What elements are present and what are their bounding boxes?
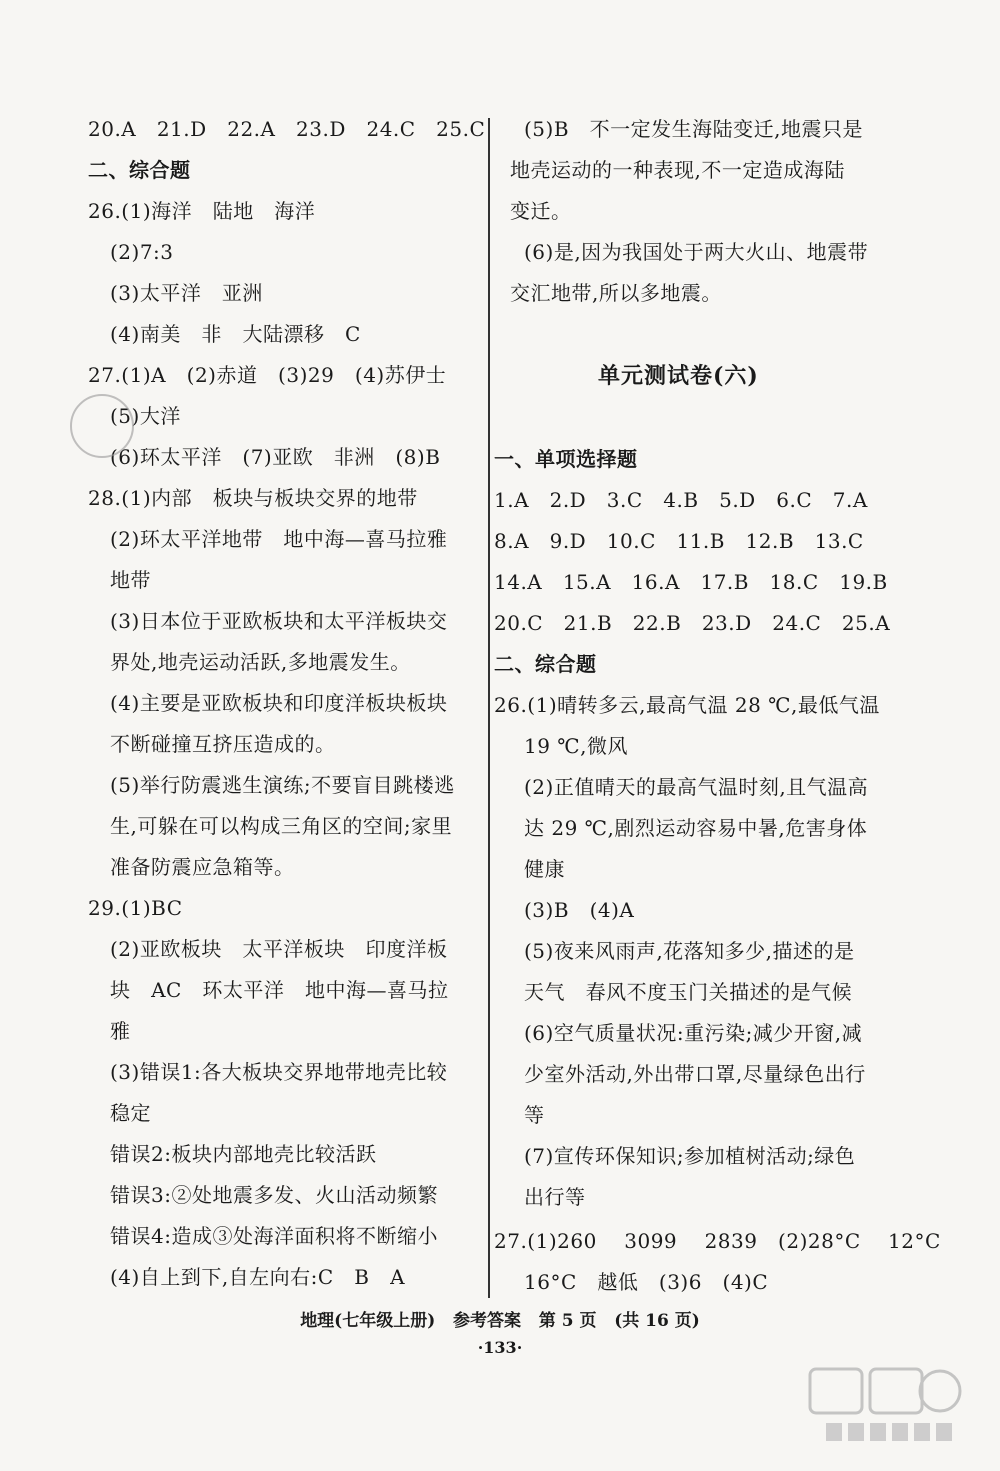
- answer-line: 少室外活动,外出带口罩,尽量绿色出行: [524, 1062, 866, 1086]
- answer-line: (4)南美 非 大陆漂移 C: [110, 322, 361, 346]
- watermark-logo: [770, 1361, 970, 1451]
- section-heading: 二、综合题: [88, 158, 191, 182]
- answer-line: (3)B (4)A: [524, 898, 635, 922]
- answer-line: 16°C 越低 (3)6 (4)C: [524, 1270, 769, 1294]
- stamp-mark: [70, 394, 134, 458]
- column-divider: [488, 118, 490, 1298]
- answer-line: 1.A 2.D 3.C 4.B 5.D 6.C 7.A: [494, 488, 868, 512]
- answer-line: 达 29 ℃,剧烈运动容易中暑,危害身体: [524, 816, 868, 840]
- section-heading: 一、单项选择题: [494, 447, 638, 471]
- answer-line: (5)B 不一定发生海陆变迁,地震只是: [524, 117, 863, 141]
- answer-line: (5)举行防震逃生演练;不要盲目跳楼逃: [110, 773, 455, 797]
- answer-line: (6)环太平洋 (7)亚欧 非洲 (8)B: [110, 445, 441, 469]
- answer-line: 错误3:②处地震多发、火山活动频繁: [110, 1183, 438, 1207]
- answer-line: 29.(1)BC: [88, 896, 183, 920]
- answer-line: 8.A 9.D 10.C 11.B 12.B 13.C: [494, 529, 864, 553]
- answer-line: (3)太平洋 亚洲: [110, 281, 263, 305]
- unit-title: 单元测试卷(六): [598, 363, 759, 389]
- watermark-logo-icon: [770, 1361, 970, 1451]
- watermark-smudge: [160, 1190, 330, 1240]
- answer-line: (6)是,因为我国处于两大火山、地震带: [524, 240, 869, 264]
- answer-line: 错误4:造成③处海洋面积将不断缩小: [110, 1224, 438, 1248]
- answer-line: 26.(1)晴转多云,最高气温 28 ℃,最低气温: [494, 693, 880, 717]
- answer-line: 健康: [524, 857, 565, 881]
- answer-line: 雅: [110, 1019, 131, 1043]
- answer-line: 地壳运动的一种表现,不一定造成海陆: [510, 158, 845, 182]
- answer-line: 错误2:板块内部地壳比较活跃: [110, 1142, 377, 1166]
- answer-line: 不断碰撞互挤压造成的。: [110, 732, 336, 756]
- answer-line: 27.(1)260 3099 2839 (2)28°C 12°C: [494, 1229, 941, 1253]
- answer-line: 界处,地壳运动活跃,多地震发生。: [110, 650, 411, 674]
- answer-line: (2)7:3: [110, 240, 174, 264]
- answer-line: (3)错误1:各大板块交界地带地壳比较: [110, 1060, 448, 1084]
- answer-line: 交汇地带,所以多地震。: [510, 281, 722, 305]
- page-footer: 地理(七年级上册) 参考答案 第 5 页 (共 16 页): [300, 1311, 700, 1331]
- answer-line: 天气 春风不度玉门关描述的是气候: [524, 980, 853, 1004]
- answer-line: 块 AC 环太平洋 地中海—喜马拉: [110, 978, 449, 1002]
- answer-line: 19 ℃,微风: [524, 734, 629, 758]
- answer-line: (2)环太平洋地带 地中海—喜马拉雅: [110, 527, 448, 551]
- answer-line: 出行等: [524, 1185, 586, 1209]
- answer-line: (5)夜来风雨声,花落知多少,描述的是: [524, 939, 855, 963]
- answer-line: 变迁。: [510, 199, 572, 223]
- answer-line: 28.(1)内部 板块与板块交界的地带: [88, 486, 418, 510]
- answer-line: 稳定: [110, 1101, 151, 1125]
- answer-line: 14.A 15.A 16.A 17.B 18.C 19.B: [494, 570, 888, 594]
- answer-line: (4)主要是亚欧板块和印度洋板块板块: [110, 691, 448, 715]
- answer-line: 等: [524, 1103, 545, 1127]
- answer-line: 26.(1)海洋 陆地 海洋: [88, 199, 316, 223]
- watermark-smudge: [160, 1050, 320, 1100]
- answer-line: (7)宣传环保知识;参加植树活动;绿色: [524, 1144, 856, 1168]
- page-number: ·133·: [477, 1338, 523, 1357]
- answer-line: 准备防震应急箱等。: [110, 855, 295, 879]
- answer-line: 生,可躲在可以构成三角区的空间;家里: [110, 814, 453, 838]
- answer-line: (4)自上到下,自左向右:C B A: [110, 1265, 406, 1289]
- answer-line: 20.C 21.B 22.B 23.D 24.C 25.A: [494, 611, 891, 635]
- answer-line: (2)亚欧板块 太平洋板块 印度洋板: [110, 937, 448, 961]
- answer-line: (2)正值晴天的最高气温时刻,且气温高: [524, 775, 869, 799]
- answer-line: (3)日本位于亚欧板块和太平洋板块交: [110, 609, 448, 633]
- answer-line: (5)大洋: [110, 404, 181, 428]
- answer-line: 20.A 21.D 22.A 23.D 24.C 25.C: [88, 117, 486, 141]
- answer-line: (6)空气质量状况:重污染;减少开窗,减: [524, 1021, 863, 1045]
- section-heading: 二、综合题: [494, 652, 597, 676]
- answer-line: 27.(1)A (2)赤道 (3)29 (4)苏伊士: [88, 363, 447, 387]
- answer-line: 地带: [110, 568, 151, 592]
